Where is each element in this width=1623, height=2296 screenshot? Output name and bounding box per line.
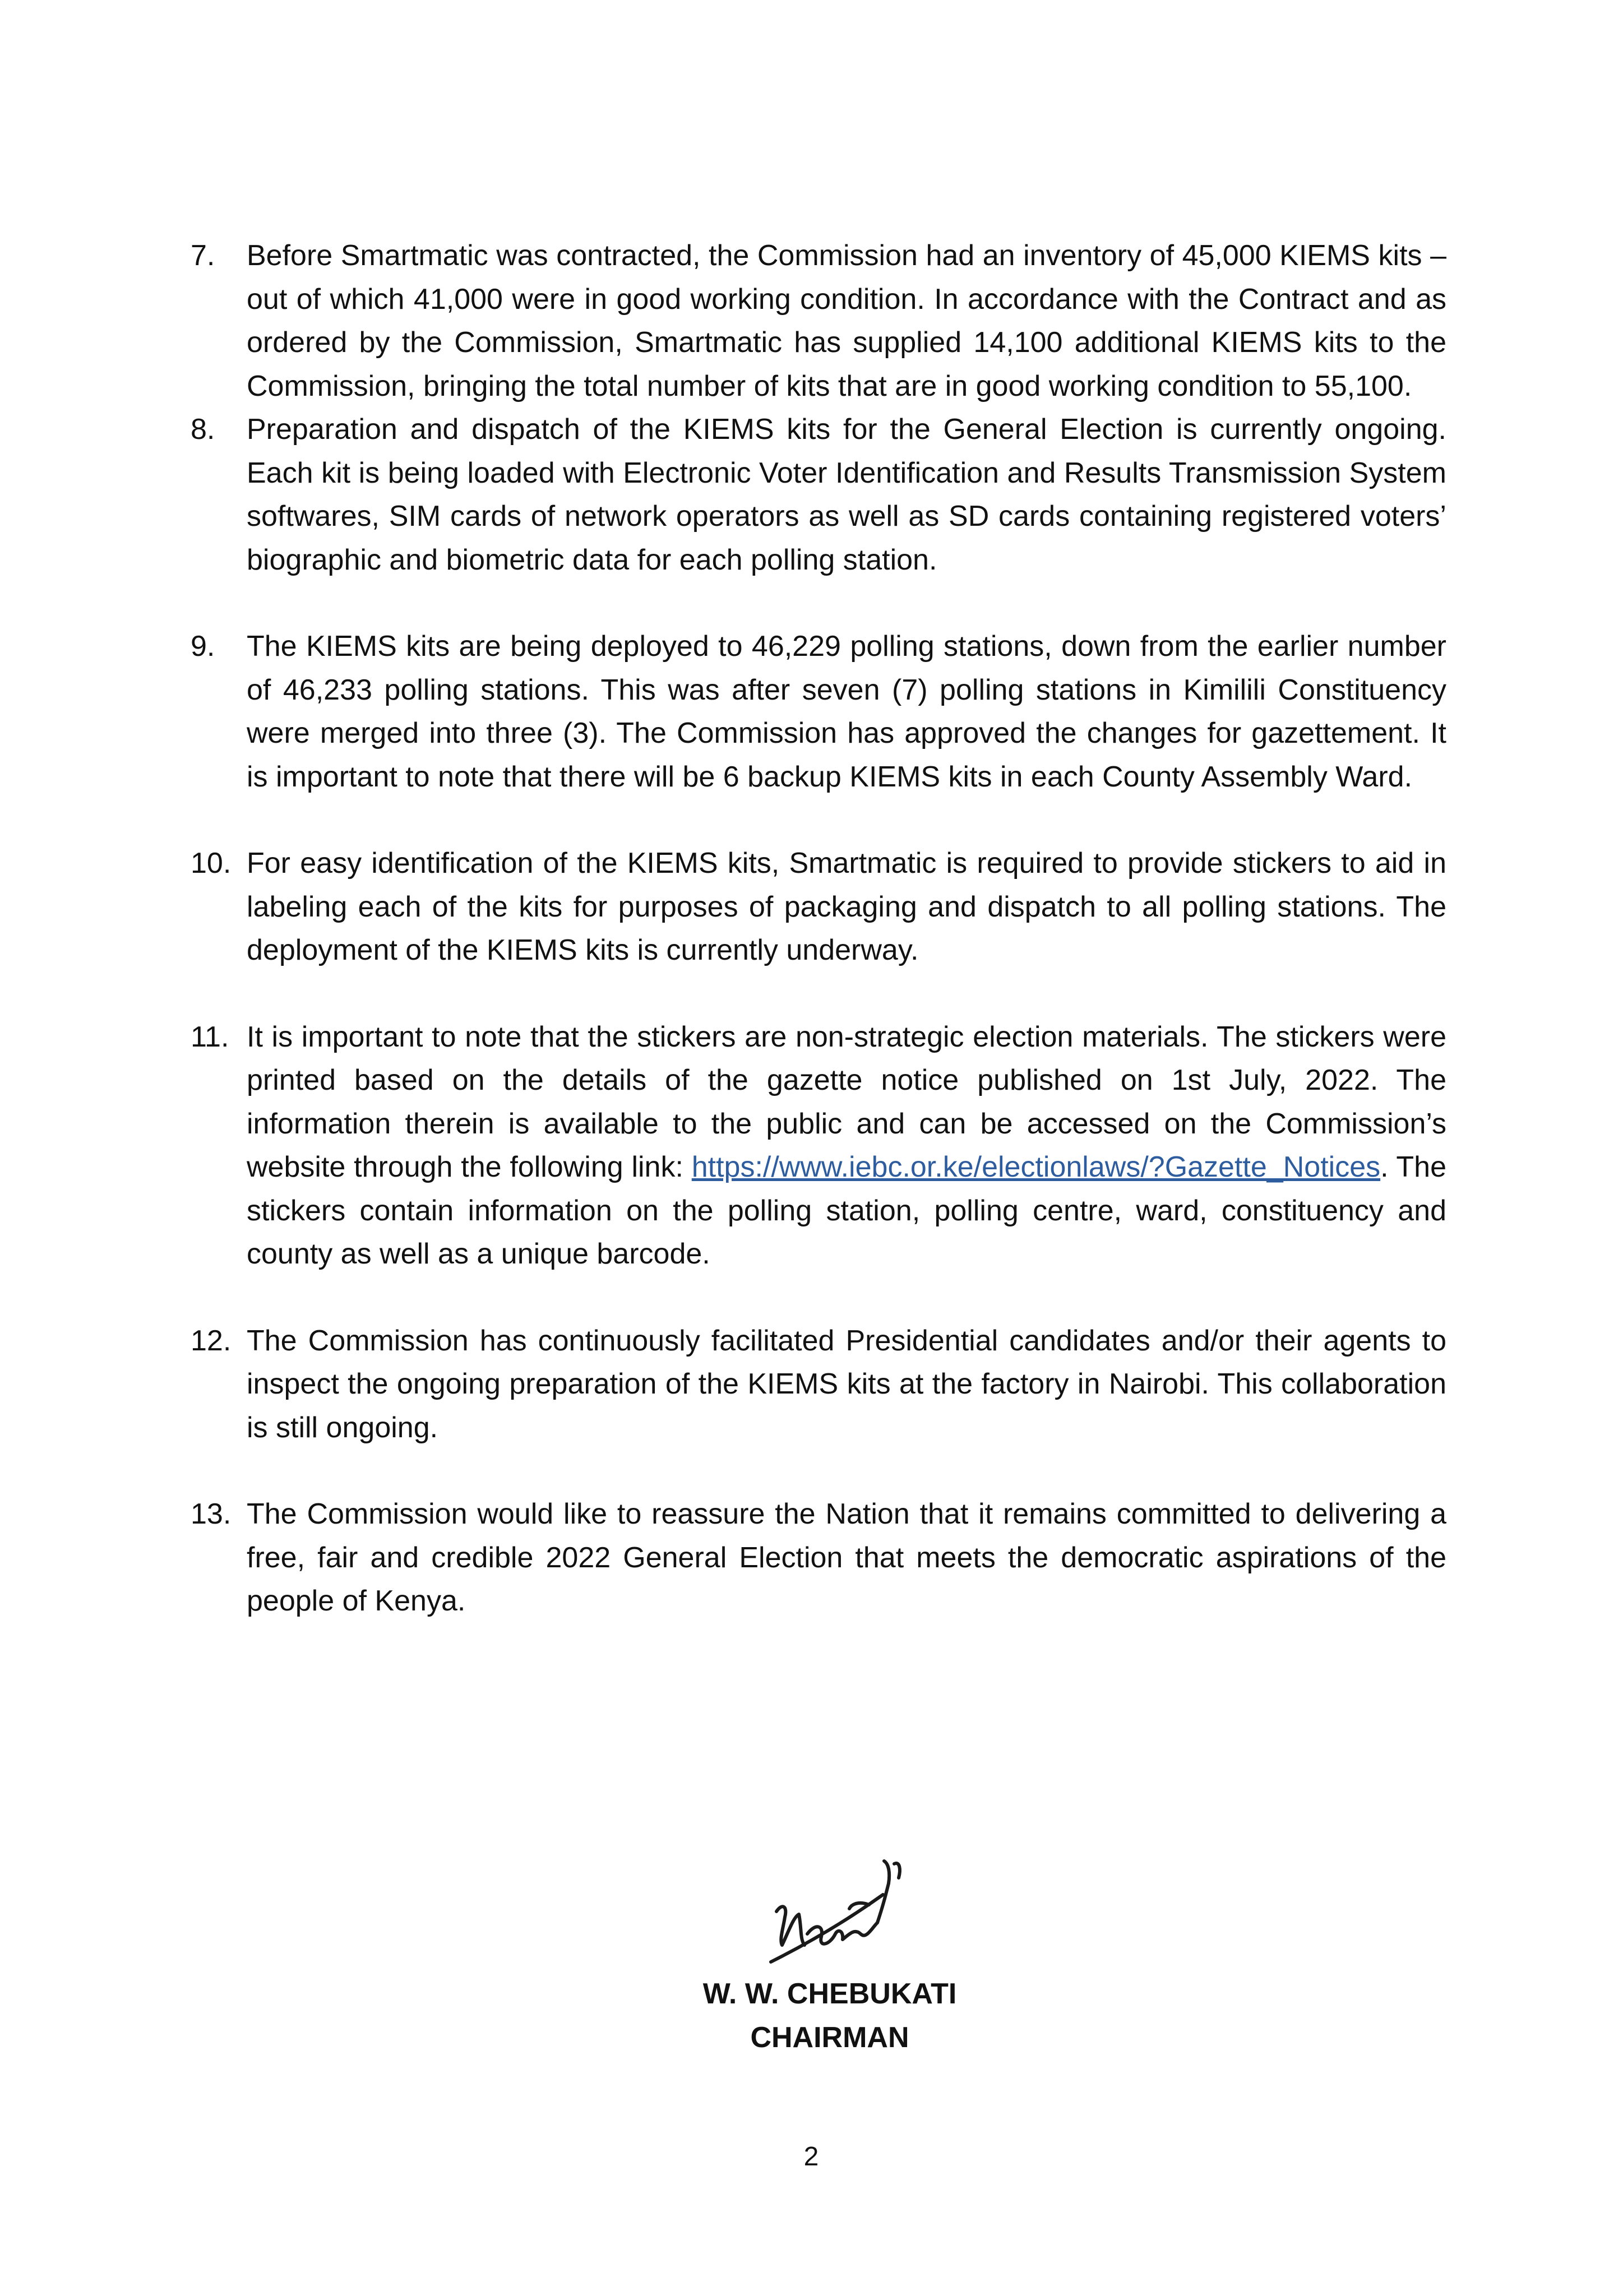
signatory-title: CHAIRMAN xyxy=(750,2021,909,2054)
signatory-name: W. W. CHEBUKATI xyxy=(702,1978,957,2010)
item-number: 7. xyxy=(191,239,215,272)
list-item-9 xyxy=(191,625,1446,799)
item-number: 10. xyxy=(191,847,232,879)
numbered-list xyxy=(191,234,1446,1623)
item-number: 9. xyxy=(191,630,215,663)
gazette-notices-link[interactable]: https://www.iebc.or.ke/electionlaws/?Gazette_Notices xyxy=(691,1151,1381,1183)
item-text: Preparation and dispatch of the KIEMS kits for the General Election is currently ongoing. Each kit is being loaded with Electronic Voter Identification and Results Transmission System softwares, SIM cards of network operators as well as SD cards containing registered voters’ biographic and biometric data for each polling station. xyxy=(247,413,1446,576)
item-text: The KIEMS kits are being deployed to 46,229 polling stations, down from the earlier number of 46,233 polling stations. This was after seven (7) polling stations in Kimilili Constituency were merged into three (3). The Commission has approved the changes for gazettement. It is important to note that there will be 6 backup KIEMS kits in each County Assembly Ward. xyxy=(247,630,1446,793)
list-item-11 xyxy=(191,1016,1446,1276)
item-number: 11. xyxy=(191,1020,229,1053)
list-item-13 xyxy=(191,1493,1446,1623)
page-number: 2 xyxy=(803,2142,819,2172)
handwritten-signature xyxy=(754,1850,917,1979)
item-text: The Commission has continuously facilitated Presidential candidates and/or their agents to inspect the ongoing preparation of the KIEMS kits at the factory in Nairobi. This collaboration is still ongoing. xyxy=(247,1324,1446,1444)
item-text: Before Smartmatic was contracted, the Commission had an inventory of 45,000 KIEMS kits – out of which 41,000 were in good working condition. In accordance with the Contract and as ordered by the Commission, Smartmatic has supplied 14,100 additional KIEMS kits to the Commission, bringing the total number of kits that are in good working condition to 55,100. xyxy=(247,239,1446,402)
item-text-continued: . The stickers contain information on the polling station, polling centre, ward, constituency and county as well as a unique barcode. xyxy=(247,1151,1447,1270)
item-number: 13. xyxy=(191,1498,232,1530)
item-number: 12. xyxy=(191,1324,232,1357)
list-item-12 xyxy=(191,1320,1446,1450)
list-item-8 xyxy=(191,408,1446,582)
item-number: 8. xyxy=(191,413,215,446)
list-item-7 xyxy=(191,234,1446,408)
item-text: The Commission would like to reassure the Nation that it remains committed to delivering a free, fair and credible 2022 General Election that meets the democratic aspirations of the people of Kenya. xyxy=(247,1498,1446,1617)
list-item-10 xyxy=(191,842,1446,973)
item-text: It is important to note that the stickers are non-strategic election materials. The stickers were printed based on the details of the gazette notice published on 1st July, 2022. The information therein is available to the public and can be accessed on the Commission’s website through the following link: xyxy=(247,1020,1446,1183)
item-text: For easy identification of the KIEMS kits, Smartmatic is required to provide stickers to aid in labeling each of the kits for purposes of packaging and dispatch to all polling stations. The deployment of the KIEMS kits is currently underway. xyxy=(247,847,1446,966)
